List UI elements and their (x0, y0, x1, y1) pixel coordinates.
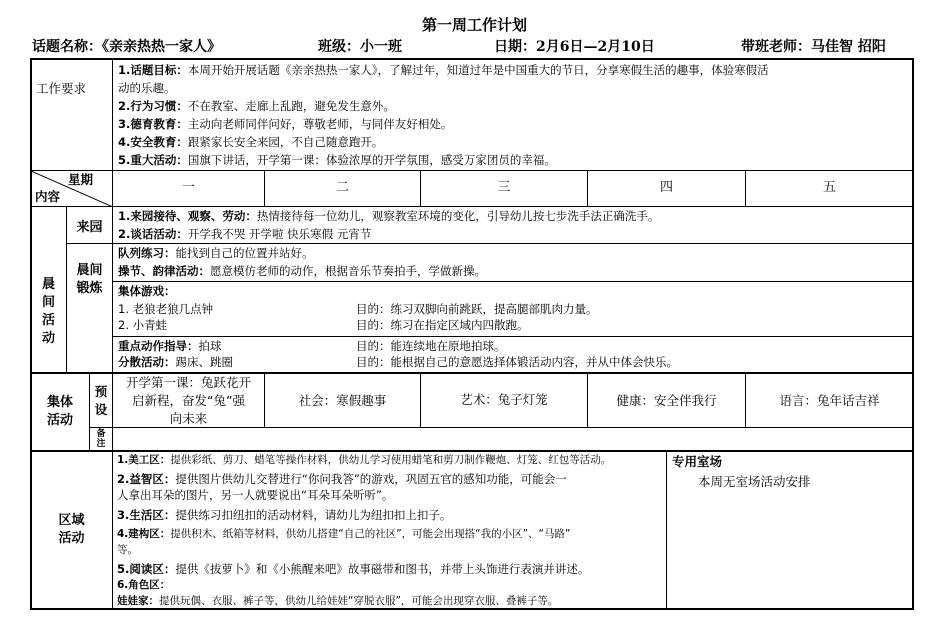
day-wed: 三 (497, 180, 511, 195)
area-item: 1.美工区：提供彩纸、剪刀、蜡笔等操作材料，供幼儿学习使用蜡笔和剪刀制作鞭炮、灯笼、红包等活动。 (117, 454, 612, 466)
class-name: 班级：小一班 (318, 39, 402, 55)
day-fri: 五 (822, 180, 836, 195)
guidance-item: 重点动作指导：拍球 (118, 339, 222, 353)
special-room-title: 专用室场 (672, 454, 723, 469)
teachers: 带班老师：马佳智 招阳 (741, 39, 886, 55)
guidance-goal: 目的：能根据自己的意愿选择体锻活动内容，并从中体会快乐。 (356, 355, 678, 369)
area-item: 3.生活区：提供练习扣纽扣的活动材料，请幼儿为纽扣扣上扣子。 (117, 508, 452, 522)
game-goal: 目的：练习双脚向前跳跃，提高腿部肌肉力量。 (356, 302, 598, 316)
area-item: 等。 (117, 544, 138, 556)
area-item: 2.益智区：提供图片供幼儿交替进行“你问我答”的游戏，巩固五官的感知功能，可能会一 (117, 472, 567, 486)
group-activity-label: 集体 活动 (46, 395, 73, 428)
requirement-item: 3.德育教育：主动向老师同伴问好，尊敬老师，与同伴友好相处。 (118, 117, 453, 131)
guidance-item: 分散活动：踢床、跳圈 (118, 355, 233, 369)
guidance-goal: 目的：能连续地在原地拍球。 (356, 339, 506, 353)
area-item: 4.建构区：提供积木、纸箱等材料，供幼儿搭建“自己的社区”，可能会出现搭“我的小区”、“马路” (117, 528, 571, 540)
friday-activity: 语言：兔年话吉祥 (779, 393, 880, 408)
game-goal: 目的：练习在指定区域内四散跑。 (356, 318, 529, 332)
game-name: 1. 老狼老狼几点钟 (118, 302, 214, 316)
requirements-label: 工作要求 (36, 81, 87, 96)
arrival-label: 来园 (76, 220, 103, 235)
arrival-item: 2.谈话活动：开学我不哭 开学啦 快乐寒假 元宵节 (118, 227, 372, 241)
area-item: 娃娃家：提供玩偶、衣服、裤子等，供幼儿给娃娃“穿脱衣服”，可能会出现穿衣服、叠裤子等。 (117, 595, 559, 607)
area-item: 人拿出耳朵的图片，另一人就要说出“耳朵耳朵听听”。 (117, 488, 394, 502)
morning-activity-label: 晨间活动 (41, 277, 55, 346)
group-games-title: 集体游戏： (118, 284, 176, 298)
weekday-corner-label: 星期 (68, 172, 94, 187)
game-name: 2. 小青蛙 (118, 318, 168, 332)
tuesday-activity: 社会：寒假趣事 (298, 393, 387, 408)
day-tue: 二 (335, 180, 349, 195)
thursday-activity: 健康：安全伴我行 (616, 393, 717, 408)
requirement-item: 2.行为习惯：不在教室、走廊上乱跑，避免发生意外。 (118, 99, 395, 113)
topic-name: 话题名称：《亲亲热热一家人》 (32, 39, 221, 55)
note-label: 备 注 (96, 429, 106, 449)
requirement-item: 1.话题目标：本周开始开展话题《亲亲热热一家人》，了解过年，知道过年是中国重大的节日，分享寒假生活的趣事，体验寒假活 (118, 63, 769, 77)
requirement-item: 动的乐趣。 (118, 81, 176, 95)
area-item: 5.阅读区：提供《拔萝卜》和《小熊醒来吧》故事磁带和图书，并带上头饰进行表演并讲述。 (117, 562, 590, 576)
special-room-text: 本周无室场活动安排 (698, 474, 811, 489)
wednesday-activity: 艺术：兔子灯笼 (460, 392, 548, 407)
page-title: 第一周工作计划 (421, 16, 527, 34)
requirement-item: 4.安全教育：跟紧家长安全来园，不自己随意跑开。 (118, 135, 384, 149)
exercise-item: 队列练习：能找到自己的位置并站好。 (118, 246, 314, 260)
content-corner-label: 内容 (35, 189, 61, 204)
area-item: 6.角色区： (117, 579, 171, 591)
day-mon: 一 (181, 180, 195, 195)
day-thu: 四 (659, 180, 673, 195)
plan-label: 预 设 (94, 384, 108, 417)
arrival-item: 1.来园接待、观察、劳动：热情接待每一位幼儿，观察教室环境的变化，引导幼儿按七步洗手法正确洗手。 (118, 209, 660, 223)
area-activity-label: 区域 活动 (58, 513, 85, 546)
exercise-label: 晨间锻炼 (76, 263, 103, 296)
monday-activity: 开学第一课：兔跃花开 启新程，奋发“兔”强 向未来 (125, 375, 251, 426)
requirement-item: 5.重大活动：国旗下讲话，开学第一课：体验浓厚的开学氛围，感受万家团员的幸福。 (118, 153, 556, 167)
exercise-item: 操节、韵律活动：愿意模仿老师的动作，根据音乐节奏拍手，学做新操。 (118, 264, 486, 278)
date-range: 日期：2月6日—2月10日 (494, 39, 655, 55)
